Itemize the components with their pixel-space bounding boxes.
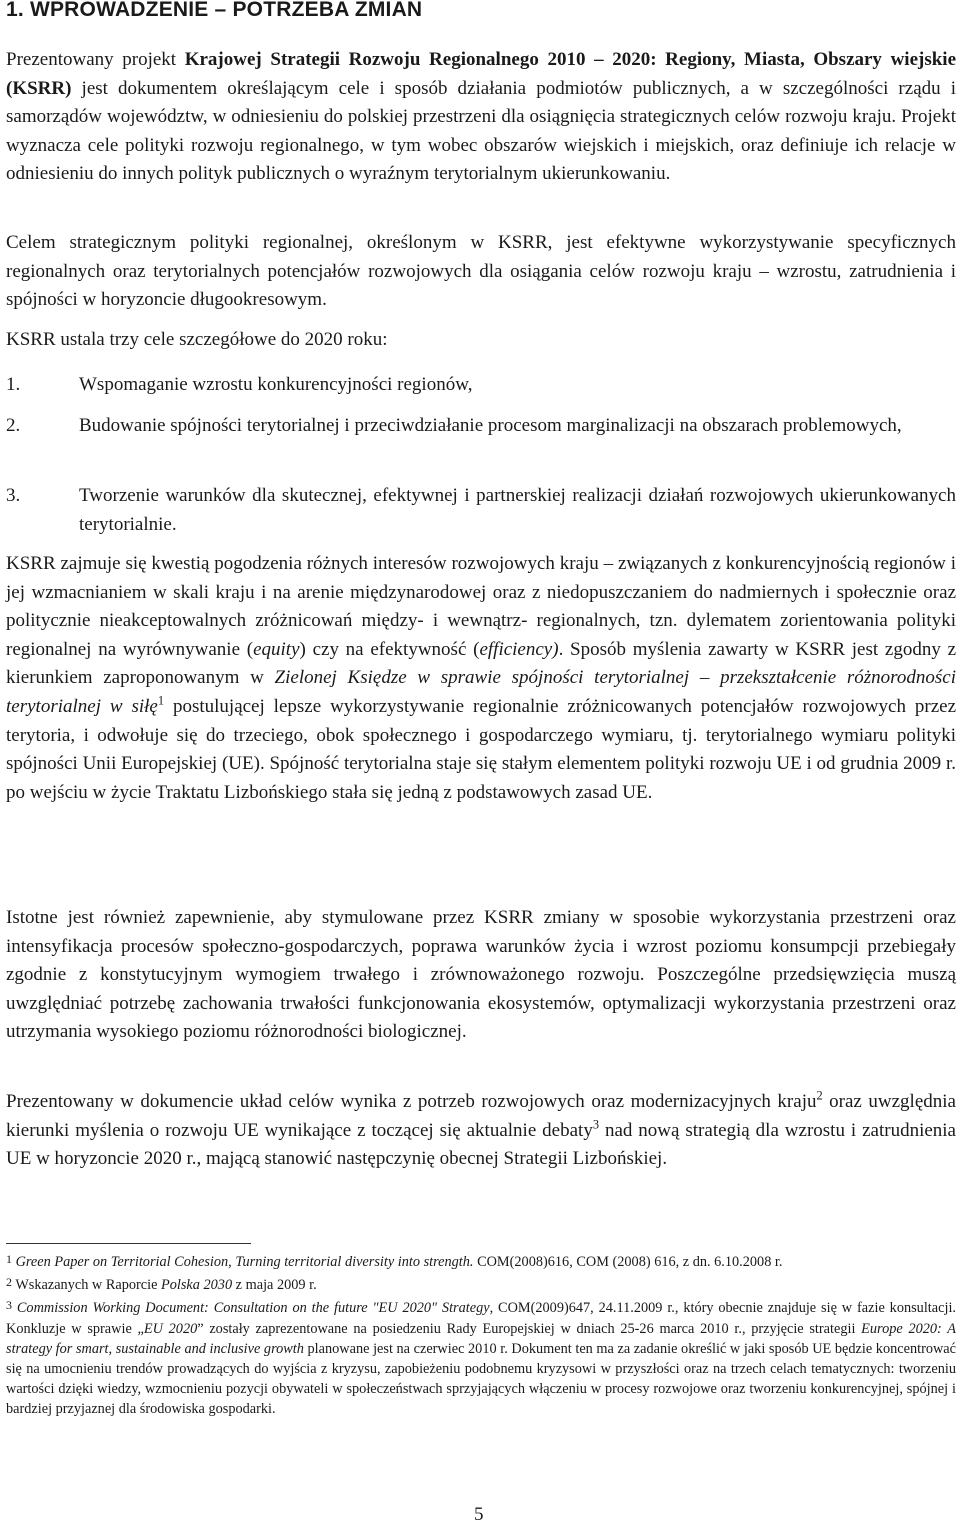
paragraph-goals-intro <box>6 326 956 355</box>
footnote-ref[interactable]: 1 <box>157 693 165 708</box>
footnote-3 <box>6 1295 956 1419</box>
footnote-ref[interactable]: 2 <box>816 1088 823 1103</box>
list-item-text: Budowanie spójności terytorialnej i przeciwdziałanie procesom marginalizacji na obszarach problemowych, <box>79 415 902 436</box>
paragraph-interests <box>6 550 956 807</box>
footnote-number: 2 <box>6 1275 12 1290</box>
footnote-number: 3 <box>6 1298 12 1313</box>
list-item-number: 1. <box>6 374 21 395</box>
text-run: KSRR zajmuje się kwestią pogodzenia różnych interesów rozwojowych kraju – związanych z konkurencyjnością regionów i jej wzmacnianiem w skali kraju i na arenie międzynarodowej oraz z niedopuszczaniem do nadmiernych i społecznie oraz politycznie nieakceptowalnych zróżnicowań między- i wewnątrz- regionalnych, tzn. dylematem zorientowania polityki regionalnej na wyrównywanie ( <box>6 553 956 660</box>
text-run: COM(2008)616, COM (2008) 616, z dn. 6.10.2008 r. <box>473 1254 783 1270</box>
list-item-text: Tworzenie warunków dla skutecznej, efektywnej i partnerskiej realizacji działań rozwojowych ukierunkowanych terytorialnie. <box>79 485 956 535</box>
paragraph-text: Istotne jest również zapewnienie, aby stymulowane przez KSRR zmiany w sposobie wykorzystania przestrzeni oraz intensyfikacja procesów społeczno-gospodarczych, poprawa warunków życia i wzrost poziomu konsumpcji przebiegały zgodnie z konstytucyjnym wymogiem trwałego i zrównoważonego rozwoju. Poszczególne przedsięwzięcia muszą uwzględniać potrzebę zachowania trwałości funkcjonowania ekosystemów, optymalizacji wykorzystania przestrzeni oraz utrzymania wysokiego poziomu różnorodności biologicznej. <box>6 907 956 1043</box>
text-run: Prezentowany projekt <box>6 49 185 70</box>
italic-title: Europe 2020: A strategy for smart, sustainable and inclusive growth <box>6 1320 956 1357</box>
text-run: nad nową strategią dla wzrostu i zatrudnienia UE w horyzoncie 2020 r., mającą stanowić następczynię obecnej Strategii Lizbońskiej. <box>6 1119 956 1170</box>
section-heading: 1. WPROWADZENIE – POTRZEBA ZMIAN <box>6 0 423 21</box>
footnote-1 <box>6 1249 956 1272</box>
footnote-separator <box>6 1243 251 1244</box>
text-run: ” zostały zaprezentowane na posiedzeniu Rady Europejskiej w dniach 25-26 marca 2010 r., przyjęcie strategii <box>197 1320 862 1337</box>
strategy-title: Krajowej Strategii Rozwoju Regionalnego 2010 – 2020: Regiony, Miasta, Obszary wiejskie (KSRR) <box>6 49 956 99</box>
footnote-number: 1 <box>6 1252 12 1266</box>
italic-title: Polska 2030 <box>161 1277 233 1294</box>
footnote-2 <box>6 1272 956 1295</box>
italic-title: Green Paper on Territorial Cohesion, Turning territorial diversity into strength. <box>15 1254 474 1270</box>
text-run: . Sposób myślenia zawarty w KSRR jest zgodny z kierunkiem zaproponowanym w <box>6 638 957 689</box>
text-run: postulującej lepsze wykorzystywanie regionalnie zróżnicowanych potencjałów rozwojowych przez terytoria, i odwołuje się do trzeciego, obok społecznego i gospodarczego wymiaru, tj. terytorialnego wymiaru polityki spójności Unii Europejskiej (UE). Spójność terytorialna staje się stałym elementem polityki rozwoju UE i od grudnia 2009 r. po wejściu w życie Traktatu Lizbońskiego stała się jedną z podstawowych zasad UE. <box>6 695 957 803</box>
italic-title: Commission Working Document: Consultation on the future "EU 2020" Strategy <box>16 1300 490 1317</box>
text-run: z maja 2009 r. <box>232 1277 317 1294</box>
text-run: Wskazanych w Raporcie <box>12 1277 162 1294</box>
footnotes <box>6 1249 956 1420</box>
list-item-text: Wspomaganie wzrostu konkurencyjności regionów, <box>79 374 473 395</box>
text-run: ) czy na efektywność ( <box>299 638 480 660</box>
text-run: planowane jest na czerwiec 2010 r. Dokument ten ma za zadanie określić w jaki sposób UE będzie koncentrować się na umocnieniu trendów prowadzących do wyjścia z kryzysu, zapobieżeniu podobnemu kryzysowi w przyszłości oraz na trzech celach tematycznych: tworzeniu wartości dzięki wiedzy, wzmocnieniu pozycji obywateli w społeczeństwach sprzyjających włączeniu w procesy rozwojowe oraz tworzeniu konkurencyjnej, spójnej i bardziej przyjaznej dla środowiska gospodarki. <box>6 1340 956 1418</box>
italic-term: equity <box>253 638 300 660</box>
text-run: , COM(2009)647, 24.11.2009 r., który obecnie znajduje się w fazie konsultacji. Konkluzje w sprawie „ <box>6 1300 956 1337</box>
italic-title: Zielonej Księdze w sprawie spójności terytorialnej – przekształcenie różnorodności terytorialnej w siłę <box>6 667 956 717</box>
paragraph-intro <box>6 46 956 189</box>
paragraph-text: Celem strategicznym polityki regionalnej, określonym w KSRR, jest efektywne wykorzystywanie specyficznych regionalnych oraz terytorialnych potencjałów rozwojowych dla osiągania celów rozwoju kraju – wzrostu, zatrudnienia i spójności w horyzoncie długookresowym. <box>6 232 956 311</box>
list-item-number: 3. <box>6 485 21 506</box>
italic-term: efficiency) <box>479 638 559 660</box>
footnote-ref[interactable]: 3 <box>592 1117 600 1132</box>
text-run: jest dokumentem określającym cele i sposób działania podmiotów publicznych, a w szczególności rządu i samorządów województw, w odniesieniu do polskiej przestrzeni dla osiągnięcia strategicznych celów rozwoju kraju. Projekt wyznacza cele polityki rozwoju regionalnego, w tym wobec obszarów wiejskich i miejskich, oraz definiuje ich relacje w odniesieniu do innych polityk publicznych o wyraźnym terytorialnym ukierunkowaniu. <box>6 77 956 185</box>
list-item-number: 2. <box>6 415 21 436</box>
paragraph-sustainability <box>6 904 956 1047</box>
paragraph-text: KSRR ustala trzy cele szczegółowe do 2020 roku: <box>6 329 388 350</box>
page-number: 5 <box>474 1504 484 1525</box>
text-run: oraz uwzględnia kierunki myślenia o rozwoju UE wynikające z toczącej się aktualnie debaty <box>6 1091 956 1141</box>
paragraph-goals-layout <box>6 1088 956 1174</box>
italic-term: EU 2020 <box>143 1320 198 1337</box>
text-run: Prezentowany w dokumencie układ celów wynika z potrzeb rozwojowych oraz modernizacyjnych kraju <box>6 1091 817 1112</box>
paragraph-strategic-goal <box>6 229 956 315</box>
